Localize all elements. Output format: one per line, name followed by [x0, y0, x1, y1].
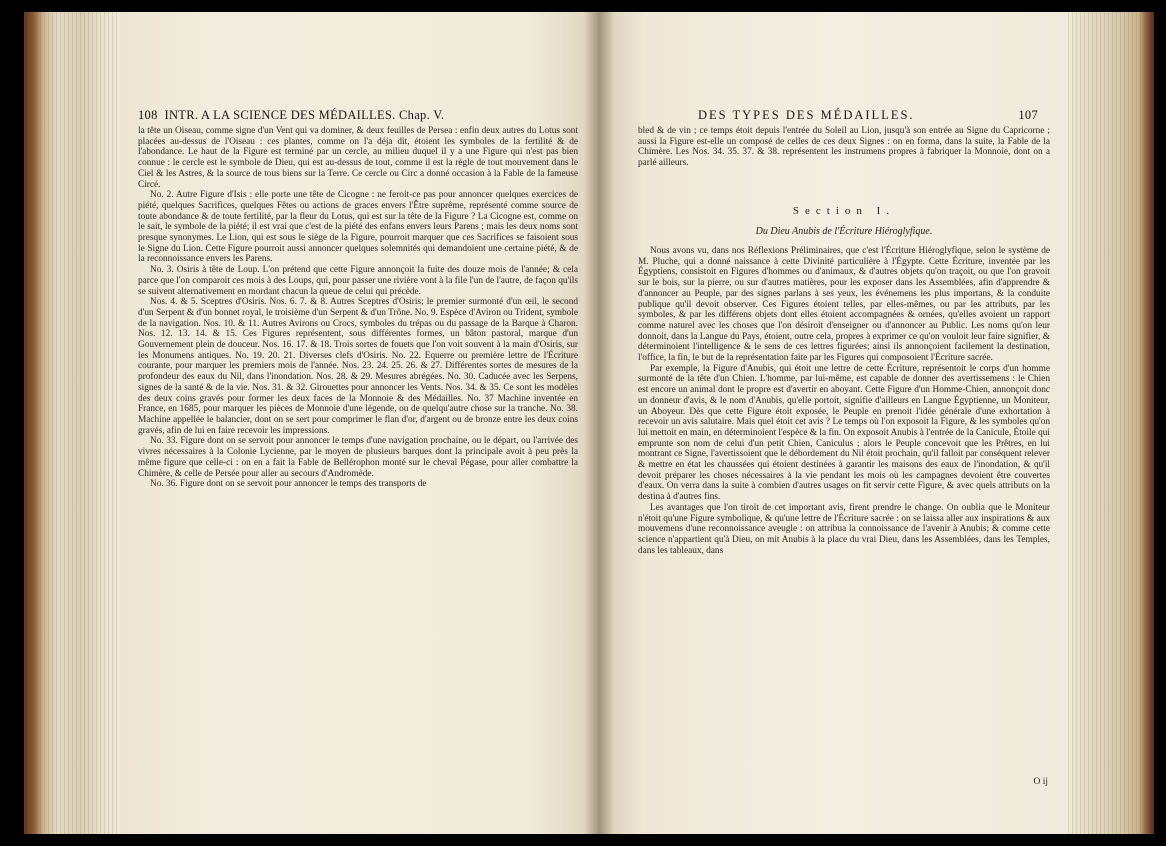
right-body-text [638, 246, 1050, 556]
left-paragraph: Nos. 4. & 5. Sceptres d'Osiris. Nos. 6. 7. & 8. Autres Sceptres d'Osiris; le premier surmonté d'un œil, le second d'un Serpent & d'un bonnet royal, le troisième d'un Serpent & d'un Trône. No. 9. Espèce d'Aviron ou Trident, symbole de la navigation. Nos. 10. & 11. Autres Avirons ou Crocs, symboles du trépas ou du passage de la Barque à Charon. Nos. 12. 13. 14. & 15. Ces Figures représentent, sous différentes formes, un bâton pastoral, marque d'un Gouvernement plein de douceur. Nos. 16. 17. & 18. Trois sortes de fouets que l'on voit souvent à la main d'Osiris, sur les Monumens antiques. No. 19. 20. 21. Diverses clefs d'Osiris. No. 22. Equerre ou première lettre de l'Écriture courante, pour marquer les premiers mois de l'année. Nos. 23. 24. 25. 26. & 27. Différentes sortes de mesures de la profondeur des eaux du Nil, dans l'inondation. Nos. 28. & 29. Mesures abrégées. No. 30. Caducée avec les Serpens, signes de la santé & de la vie. Nos. 31. & 32. Girouettes pour annoncer les Vents. Nos. 34. & 35. Ce sont les modèles des deux coins gravés pour former les deux faces de la Monnoie & des Médailles. No. 37 Machine inventée en France, en 1685, pour marquer les pièces de Monnoie d'une légende, ou de quelqu'autre chose sur la tranche. No. 38. Machine appellée le balancier, dont on se sert pour comprimer le flan d'or, d'argent ou de bronze entre les deux coins gravés, afin de lui en faire recevoir les impressions. [138, 297, 578, 436]
right-intro-paragraph: bled & de vin ; ce temps étoit depuis l'entrée du Soleil au Lion, jusqu'à son entrée au Signe du Capricorne ; aussi la Figure est-elle un composé de celles de ces deux Signes : on en forma, dans la suite, la Fable de la Chimère. Les Nos. 34. 35. 37. & 38. représentent les instrumens propres à fabriquer la Monnoie, dont on a parlé ailleurs. [638, 126, 1050, 169]
right-head-title: DES TYPES DES MÉDAILLES. [698, 108, 915, 122]
signature-mark: O ij [1033, 777, 1048, 787]
left-fore-edge [24, 12, 120, 834]
left-head-title: INTR. A LA SCIENCE DES MÉDAILLES. Chap. V. [164, 108, 445, 122]
section-subtitle: Du Dieu Anubis de l'Écriture Hiéroglyfique. [755, 226, 933, 237]
left-paragraph: No. 3. Osiris à tête de Loup. L'on prétend que cette Figure annonçoit la fuite des douze mois de l'année; & cela parce que l'on comparoit ces mois à des Loups, qui, pour passer une rivière vont à la file l'un de l'autre, de façon qu'ils se suivent alternativement en mordant chacun la queue de celui qui précède. [138, 265, 578, 297]
left-body-text [138, 126, 578, 490]
right-paragraph: Par exemple, la Figure d'Anubis, qui étoit une lettre de cette Écriture, représentoit le corps d'un homme surmonté de la tête d'un Chien. L'homme, par lui-même, est capable de donner des avertissemens : le Chien est encore un animal dont le propre est d'avertir en aboyant. Cette Figure d'un Homme-Chien, annonçoit donc un donneur d'avis, & le nom d'Anubis, qu'elle portoit, signifie d'ailleurs en Langue Égyptienne, un Moniteur, un Aboyeur. Dès que cette Figure étoit exposée, le Peuple en prenoit l'idée générale d'une exhortation à recevoir un avis salutaire. Mais quel étoit cet avis ? Le temps où l'on exposoit la Figure, & les symboles qu'on lui mettoit en main, en déterminoient l'espèce & la fin. On exposoit Anubis à l'entrée de la Canicule, Étoile qui emprunte son nom de celui d'un petit Chien, Caniculus ; alors le Peuple concevoit que les Prêtres, en lui montrant ce Signe, l'avertissoient que le débordement du Nil étoit prochain, qu'il falloit par conséquent relever & mettre en état les chaussées qui étoient destinées à garantir les maisons des eaux de l'inondation, & qu'il devoit préparer les choses nécessaires à la vie pendant les mois où les campagnes devoient être couvertes d'eaux. On verra dans la suite à combien d'autres usages on fit servir cette Figure, & avec quels attributs on la destina à d'autres fins. [638, 363, 1050, 503]
left-running-head [138, 108, 444, 123]
book-gutter [584, 12, 614, 834]
right-paragraph: Les avantages que l'on tiroit de cet important avis, firent prendre le change. On oublia que le Moniteur n'étoit qu'une Figure symbolique, & qu'une lettre de l'Écriture sacrée : on se laissa aller aux inspirations & aux mouvemens d'une reconnoissance aveugle : on attribua la connoissance de l'avenir à Anubis; & comme cette science n'appartient qu'à Dieu, on mit Anubis à la place du vrai Dieu, dans les Assemblées, dans les Temples, dans les tableaux, dans [638, 502, 1050, 556]
section-title: Section I. [792, 205, 896, 217]
left-page-number: 108 [138, 108, 158, 122]
right-fore-edge [1068, 12, 1154, 834]
right-page [598, 12, 1068, 834]
left-page [120, 12, 598, 834]
open-book [24, 12, 1154, 834]
right-intro-text [638, 126, 1050, 169]
left-paragraph: la tête un Oiseau, comme signe d'un Vent qui va dominer, & deux feuilles de Persea : enfin deux autres du Lotus sont placées au-dessus de l'Oiseau : ces plantes, comme on l'a déja dit, étoient les symboles de la fertilité & de l'abondance. Le haut de la Figure est terminé par un cercle, au milieu duquel il y a une Figure qui n'est pas bien connue : le cercle est le symbole de Dieu, qui est au-dessus de tout, comme il est la règle de tout mouvement dans le Ciel & les Astres, & la source de tous biens sur la Terre. Ce cercle ou Circ a donné occasion à la Fable de la fameuse Circé. [138, 126, 578, 190]
left-paragraph: No. 36. Figure dont on se servoit pour annoncer le temps des transports de [150, 479, 427, 490]
right-paragraph: Nous avons vu, dans nos Réflexions Préliminaires, que c'est l'Écriture Hiéroglyfique, selon le système de M. Pluche, qui a donné naissance à cette Divinité particulière à l'Égypte. Cette Écriture, inventée par les Égyptiens, consistoit en Figures d'hommes ou d'animaux, & d'autres objets qu'on traçoit, ou que l'on gravoit sur le bois, sur la pierre, ou sur d'autres matières, pour les exposer dans les Assemblées, afin d'apprendre & d'annoncer au Peuple, par des signes parlans à ses yeux, les événemens les plus importans, & la conduite publique qu'il devoit observer. Ces Figures étoient telles, par elles-mêmes, ou par les attributs, par les symboles, & par les différens objets dont elles étoient accompagnées & ornées, qu'elles avoient un rapport comme naturel avec les choses que l'on désiroit d'enseigner ou d'annoncer au Public. Les noms qu'on leur donnoit, dans la Langue du Pays, étoient, outre cela, propres à exprimer ce qu'on vouloit leur faire signifier, & déterminoient l'intelligence & le sens de ces lettres figurées; ainsi ils annonçoient facilement la destination, l'office, la fin, le but de la représentation faite par les Figures qui composoient l'Écriture sacrée. [638, 246, 1050, 364]
right-page-number: 107 [1018, 108, 1038, 122]
left-paragraph: No. 2. Autre Figure d'Isis : elle porte une tête de Cicogne : ne feroit-ce pas pour annoncer quelques exercices de piété, quelques Sacrifices, quelques Fêtes ou actions de graces envers l'Être suprême, représenté comme source de toute abondance & de toute fertilité, par la fleur du Lotus, qui est sur la tête de la Figure ? La Cicogne est, comme on le sait, le symbole de la piété; il est vrai que c'est de la piété des enfans envers leurs Parens ; mais les deux noms sont presque synonymes. Le Lion, qui est sous le siège de la Figure, pourroit marquer que ces Sacrifices se faisoient sous le Signe du Lion. Cette Figure pourroit aussi annoncer quelques solemnités qui demandoient une certaine piété, & de la reconnoissance envers les Parens. [138, 190, 578, 265]
right-running-head [698, 108, 1048, 123]
left-paragraph: No. 33. Figure dont on se servoit pour annoncer le temps d'une navigation prochaine, ou le départ, ou l'arrivée des vivres nécessaires à la Colonie Lycienne, par le moyen de plusieurs barques dont la principale avoit à peu près la même figure que celle-ci : on en a fait la Fable de Bellérophon monté sur le cheval Pégase, pour aller combattre la Chimère, & celle de Persée pour aller au secours d'Andromède. [138, 436, 578, 479]
